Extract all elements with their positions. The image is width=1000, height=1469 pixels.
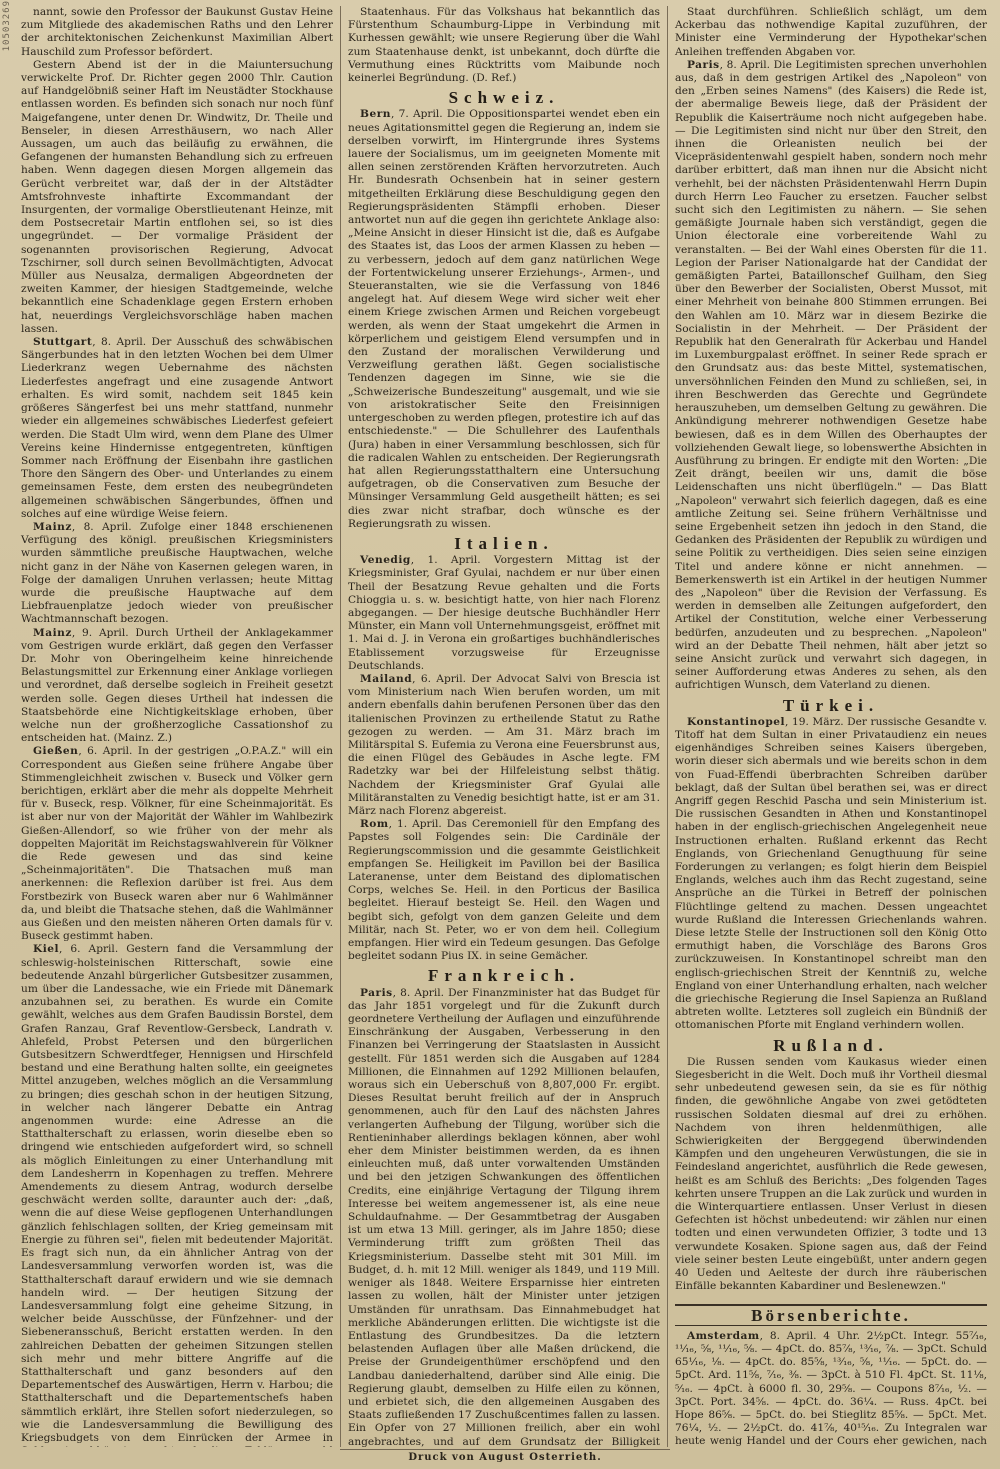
dateline: Venedig [360, 554, 411, 567]
column-3 [667, 6, 994, 1447]
article-kaukasus: Die Russen senden vom Kaukasus wieder einen Siegesbericht in die Welt. Doch muß ihr Vortheil diesmal sehr unbedeutend gewesen sein, da sie es für nöthig finden, die gewöhnliche Angabe von zwei getödteten russischen Soldaten diesmal auf drei zu erhöhen. Nachdem von ihren heldenmüthigen, alle Schwierigkeiten der Berggegend überwindenden Kämpfen und den ungeheuren Verwüstungen, die sie in Feindesland angerichtet, ausführlich die Rede gewesen, heißt es am Schluß des Berichts: „Des folgenden Tages kehrten unsere Truppen an die Lak zurück und wurden in die Winterquartiere entlassen. Unser Verlust in diesen Gefechten ist höchst unbedeutend: wir zählen nur einen todten und einen verwundeten Offizier, 3 todte und 13 verwundete Kosaken. Spione sagen aus, daß der Feind viele seiner besten Leute eingebüßt, unter andern gegen 40 Ueden und Aelteste der durch ihre räuberischen Einfälle bekannten Kabardiner und Beslenewzen." [675, 1055, 987, 1293]
article-mailand: Mailand, 6. April. Der Advocat Salvi von Brescia ist vom Ministerium nach Wien berufen worden, um mit andern ebenfalls dahin berufenen Personen über das den italienischen Provinzen zu ertheilende Statut zu Rathe gezogen zu werden. — Am 31. März brach im Militärspital S. Eufemia zu Verona eine Feuersbrunst aus, die einen Flügel des Gebäudes in Asche legte. FM Radetzky war bei der Hilfeleistung selbst thätig. Nachdem der Kriegsminister Graf Gyulai alle Militäranstalten zu Venedig besichtigt hatte, ist er am 31. März nach Florenz abgereist. [348, 672, 660, 817]
scan-id: 10503269 [2, 0, 12, 52]
dateline: Konstantinopel [687, 715, 786, 728]
article-rom: Rom, 1. April. Das Ceremoniell für den Empfang des Papstes soll Folgendes sein: Die Cardinäle der Regierungscommission und die gesammte Geistlichkeit empfangen Se. Heiligkeit im Pavillon bei der Basilica Lateranense, unter dem Beistand des diplomatischen Corps, welches Se. Heil. in den Porticus der Basilica begleitet. Hierauf besteigt Se. Heil. den Wagen und begibt sich, gefolgt von dem ganzen Geleite und dem Militär, nach St. Peter, wo er von dem heil. Collegium empfangen. Hier wird ein Tedeum gesungen. Das Gefolge begleitet sodann Pius IX. in seine Gemächer. [348, 818, 660, 963]
article-professors: nannt, sowie den Professor der Baukunst Gustav Heine zum Mitgliede des akademischen Raths und den Lehrer der architektonischen Zeichenkunst Maximilian Albert Hauschild zum Professor befördert. [21, 6, 333, 58]
section-heading-frankreich: Frankreich. [427, 966, 581, 986]
article-mainz-2: Mainz, 9. April. Durch Urtheil der Anklagekammer vom Gestrigen wurde erklärt, daß gegen den Verfasser Dr. Mohr von Oberingelheim keine hinreichende Belastungsmittel zur Erkennung einer Anklage vorliegen und verordnet, daß derselbe sogleich in Freiheit gesetzt werden solle. Gegen dieses Urtheil hat indessen die Staatsbehörde eine Nichtigkeitsklage erhoben, über welche nun der großherzogliche Cassationshof zu entscheiden hat. (Mainz. Z.) [21, 626, 333, 745]
article-amsterdam: Amsterdam, 8. April. 4 Uhr. 2½pCt. Integr. 55⁷⁄₁₆, ¹¹⁄₁₆, ⁵⁄₈, ¹¹⁄₁₆, ⁵⁄₈. — 4pCt. do. 85⁷⁄₈, ¹³⁄₁₆, ⁷⁄₈. — 3pCt. Schuld 65¹⁄₁₆, ¹⁄₈. — 4pCt. do. 85⁵⁄₈, ¹³⁄₁₆, ⁵⁄₈, ¹¹⁄₁₆. — 5pCt. do. — 5pCt. Ard. 11⁵⁄₈, ⁷⁄₁₆, ³⁄₈. — 3pCt. à 510 Fl. 4pCt. St. 11¹⁄₈, ⁵⁄₁₆. — 4pCt. à 6000 fl. 30, 29⁵⁄₈. — Coupons 8⁷⁄₁₆, ¹⁄₂. — 3pCt. Port. 34⁵⁄₈. — 4pCt. do. 36¹⁄₄. — Russ. 4pCt. bei Hope 86⁵⁄₈. — 5pCt. do. bei Stieglitz 85⁵⁄₈. — 5pCt. Met. 76¹⁄₄, ¹⁄₂. — 2½pCt. do. 41⁷⁄₈, 40¹⁵⁄₁₆. Zu Integralen war heute wenig Handel und der Cours eher gewichen, nach [675, 1329, 987, 1447]
article-konstantinopel: Konstantinopel, 19. März. Der russische Gesandte v. Titoff hat dem Sultan in einer Privataudienz ein neues eigenhändiges Schreiben seines Kaisers übergeben, worin dieser sich abermals und wie bereits schon in dem von Fuad-Effendi überbrachten Schreiben darüber beklagt, daß der Sultan übel berathen sei, was er direct Angriff gegen Reschid Pascha und sein Ministerium ist. Die russischen Gesandten in Athen und Konstantinopel haben in der englisch-griechischen Angelegenheit neue Instructionen erhalten. Rußland erkennt das Recht Englands, von Griechenland Genugthuung für seine Forderungen zu verlangen; es folgt hierin dem Beispiel Englands, welches auch ihm das Recht zugestand, seine Ansprüche an die Türkei in Betreff der polnischen Flüchtlinge geltend zu machen. Dessen ungeachtet wurde Rußland die Interessen Griechenlands wahren. Diese letzte Stelle der Instructionen soll den König Otto ermuthigt haben, die Vorschläge des Barons Gros zurückzuweisen. In Konstantinopel schreibt man den englisch-griechischen Streit der Kenntniß zu, welche England von einer Unterhandlung erhalten, nach welcher die griechische Regierung die Insel Sapienza an Rußland abtreten wollte. Letzteres soll zugleich ein Bündniß der ottomanischen Pforte mit England verhindern wollen. [675, 715, 987, 1032]
section-heading-boerse: Börsenberichte. [675, 1304, 987, 1326]
article-venedig: Venedig, 1. April. Vorgestern Mittag ist der Kriegsminister, Graf Gyulai, nachdem er nur über einen Theil der Besatzung Revue gehalten und die Forts Chioggia u. s. w. besichtigt hatte, von hier nach Florenz abgegangen. — Der hiesige deutsche Buchhändler Herr Münster, ein Mann voll Unternehmungsgeist, eröffnet mit 1. Mai d. J. in Verona ein großartiges buchhändlerisches Etablissement vorzugsweise für Erzeugnisse Deutschlands. [348, 554, 660, 672]
dateline: Stuttgart [33, 336, 93, 349]
article-paris-budget-cont: Staat durchführen. Schließlich schlägt, um dem Ackerbau das nothwendige Kapital zuzuführen, der Minister eine Verminderung der Hypothekar'schen Anleihen treffenden Abgaben vor. [675, 6, 987, 58]
section-heading-italien: Italien. [454, 533, 554, 553]
article-mainz-1: Mainz, 8. April. Zufolge einer 1848 erschienenen Verfügung des königl. preußischen Kriegsministers wurden sämmtliche preußische Hauptwachen, welche nicht ganz in der Nähe von Kasernen gelegen waren, in Folge der damaligen Unruhen verlassen; heute Mittag wurde die preußische Hauptwache auf dem Liebfrauenplatze jedoch wieder von preußischer Wachtmannschaft bezogen. [21, 520, 333, 626]
column-2 [340, 6, 667, 1447]
dateline: Paris [360, 986, 393, 999]
dateline: Mailand [360, 672, 413, 685]
dateline: Paris [687, 58, 720, 71]
article-bern: Bern, 7. April. Die Oppositionspartei wendet eben ein neues Agitationsmittel gegen die Regierung an, indem sie derselben vorwirft, im Hintergrunde ihres Systems lauere der Socialismus, um im geeigneten Momente mit allen seinen zerstörenden Kräften hervorzutreten. Auch Hr. Bundesrath Ochsenbein hat in seiner gestern mitgetheilten Erklärung diese Beschuldigung gegen den Regierungspräsidenten Stämpfli erhoben. Dieser antwortet nun auf die gegen ihn gerichtete Anklage also: „Meine Ansicht in dieser Hinsicht ist die, daß es Aufgabe des Staates ist, das Loos der armen Klassen zu heben — zu verbessern, jedoch auf dem ganz natürlichen Wege der Fortentwickelung unserer Erziehungs-, Armen-, und Steueranstalten, wie sie die Verfassung von 1846 angelegt hat. Auf diesem Wege wird sicher weit eher einem Kriege zwischen Armen und Reichen vorgebeugt werden, als wenn der Staat umgekehrt die Armen in körperlichem und geistigem Elend versumpfen und in den Zustand der moralischen Verwilderung und Verzweiflung gerathen läßt. Gegen socialistische Tendenzen dagegen im Sinne, wie sie die „Schweizerische Bundeszeitung" ausgemalt, und wie sie von aristokratischer Seite den Freisinnigen untergeschoben zu werden pflegen, protestire ich auf das entschiedenste." — Die Schullehrer des Laufenthals (Jura) haben in einer Versammlung beschlossen, sich für die radicalen Wahlen zu entscheiden. Der Regierungsrath hat allen Regierungsstatthaltern eine Untersuchung aufgetragen, ob die Conservativen zum Besuche der Münsinger Versammlung Geld ausgetheilt hätten; es sei dies zwar nicht strafbar, doch wünsche es der Regierungsrath zu wissen. [348, 108, 660, 530]
dateline: Mainz [33, 520, 72, 533]
dateline: Mainz [33, 626, 72, 639]
section-heading-schweiz: Schweiz. [448, 88, 560, 108]
section-heading-tuerkei: Türkei. [782, 695, 880, 715]
article-giessen: Gießen, 6. April. In der gestrigen „O.P.A.Z." will ein Correspondent aus Gießen seine frühere Angabe über Stimmengleichheit zwischen v. Buseck und Völker gern berichtigen, erklärt aber die mehr als doppelte Mehrheit für v. Buseck, resp. Völkner, für eine Scheinmajorität. Es ist aber nur von der Majorität der Wähler im Wahlbezirk Gießen-Allendorf, so wie früher von der mehr als doppelten Majorität im Reichstagswahlverein für Völkner die Rede gewesen und das sind keine „Scheinmajoritäten". Die Thatsachen muß man anerkennen: die Reflexion darüber ist frei. Aus dem Forstbezirk von Buseck waren aber nur 6 Wahlmänner da, und bleibt die Thatsache stehen, daß die Wahlmänner aus Gießen und den meisten näheren Orten damals für v. Buseck gestimmt haben. [21, 745, 333, 943]
column-1 [14, 6, 340, 1447]
article-bueckeburg-cont: Staatenhaus. Für das Volkshaus hat bekanntlich das Fürstenthum Schaumburg-Lippe in Verbindung mit Kurhessen gewählt; wie unsere Regierung über die Wahl zum Staatenhause denkt, ist unbekannt, doch dürfte die Vermuthung eines Rücktritts vom Maibunde noch keinerlei Begründung. (D. Ref.) [348, 6, 660, 85]
article-dresden: Gestern Abend ist der in die Maiuntersuchung verwickelte Prof. Dr. Richter gegen 2000 Thlr. Caution auf Handgelöbniß seiner Haft im Neustädter Stockhause entlassen worden. Es befinden sich sonach nur noch fünf Maigefangene, unter denen Dr. Windwitz, Dr. Theile und Benseler, in diesen Arresthäusern, wo nach Aller Aussagen, um auch das beiläufig zu erwähnen, die Gefangenen der humansten Behandlung sich zu erfreuen haben. Wenn dagegen diesen Morgen allgemein das Gerücht verbreitet war, daß der in der Altstädter Amtsfrohnveste inhaftirte Excommandant der Insurgenten, der vormalige Oberstlieutenant Heinze, mit dem Postsecretair Martin entflohen sei, so ist dies ungegründet. — Der vormalige Präsident der sogenannten provisorischen Regierung, Advocat Tzschirner, soll durch seinen Bevollmächtigten, Advocat Müller aus Neusalza, dermaligen Abgeordneten der zweiten Kammer, der hiesigen Stadtgemeinde, welche bekanntlich eine Schadenklage gegen Erstern erhoben hat, neuerdings Vergleichsvorschläge haben machen lassen. [21, 58, 333, 335]
dateline: Rom [360, 818, 389, 831]
article-paris-legitimists: Paris, 8. April. Die Legitimisten sprechen unverhohlen aus, daß in dem gestrigen Artikel des „Napoleon" von den „Erben seines Namens" (des Kaisers) die Rede ist, der abermalige Beweis liege, daß der Präsident der Republik die Kaiserträume noch nicht aufgegeben habe. — Die Legitimisten sind nicht nur über den Streit, den ihnen die Orleanisten neulich bei der Vicepräsidentenwahl gespielt haben, sondern noch mehr darüber erbittert, daß man ihnen nur die Absicht nicht verhehlt, bei der nächsten Präsidentenwahl Herrn Dupin durch Herrn Leo Faucher zu ersetzen. Faucher selbst sucht sich den Legitimisten zu nähern. — Sie sehen gemäßigte Journale haben sich verständigt, gegen die Union électorale eine vorbereitende Wahl zu veranstalten. — Bei der Wahl eines Obersten für die 11. Legion der Pariser Nationalgarde hat der Candidat der gemäßigten Partei, Bataillonschef Guilham, den Sieg über den Bewerber der Socialisten, Oberst Mussot, mit einer Mehrheit von beinahe 800 Stimmen errungen. Bei den Wahlen am 10. März war in diesem Bezirke die Socialistin in der Mehrheit. — Der Präsident der Republik hat den Generalrath für Ackerbau und Handel im Luxemburgpalast eröffnet. In seiner Rede sprach er den Grundsatz aus: das beste Mittel, systematischen, unversöhnlichen Feinden den Mund zu schließen, sei, in ihren Beschwerden das Gerechte und Gegründete herauszuheben, um demselben Geltung zu gewähren. Die Ankündigung mehrerer nothwendigen Gesetze habe bewiesen, daß es in dem Willen des Oberhauptes der vollziehenden Gewalt liege, so lobenswerthe Absichten in Ausführung zu bringen. Er endigte mit den Worten: „Die Zeit drängt, beeilen wir uns, damit die böse Leidenschaften uns nicht überflügeln." — Das Blatt „Napoleon" verwahrt sich feierlich dagegen, daß es eine amtliche Zeitung sei. Seine frühern Verhältnisse und seine Ergebenheit setzen ihn jedoch in den Stand, die Gedanken des Präsidenten der Republik zu würdigen und seine Politik zu vertheidigen. Dies seien seine einzigen Titel und andere könne er nicht annehmen. — Bemerkenswerth ist ein Artikel in der heutigen Nummer des „Napoleon" über die Revision der Verfassung. Es werden in demselben alle Zeitungen aufgefordert, den Artikel der Constitution, welche einer Verbesserung bedürfen, anzudeuten und zu besprechen. „Napoleon" wird an der Debatte Theil nehmen, hält aber jetzt so seine Ansicht zurück und verwahrt sich dagegen, in seiner Aufforderung etwas Anderes zu sehen, als den aufrichtigen Wunsch, dem Vaterland zu dienen. [675, 58, 987, 692]
dateline: Bern [360, 108, 391, 121]
article-paris-budget: Paris, 8. April. Der Finanzminister hat das Budget für das Jahr 1851 vorgelegt und für die Zukunft durch geordnetere Vertheilung der Auflagen und einzuführende Einschränkung der Ausgaben, Verbesserung in den Finanzen bei Verringerung der Staatslasten in Aussicht gestellt. Für 1851 werden sich die Ausgaben auf 1284 Millionen, die Einnahmen auf 1292 Millionen belaufen, woraus sich ein Ueberschuß von 8,807,000 Fr. ergibt. Dieses Resultat beruht freilich auf der in Anspruch genommenen, auch für den Lauf des nächsten Jahres verlangerten Aufhebung der Tilgung, worüber sich die Rentieninhaber allerdings beklagen können, aber wohl eher dem Minister beistimmen werden, da es ihnen einleuchten muß, daß unter vorwaltenden Umständen und bei den jetzigen Schwankungen des öffentlichen Credits, eine einjährige Vertagung der Tilgung ihrem Interesse bei weitem angemessener ist, als eine neue Schuldaufnahme. — Der Gesammtbetrag der Ausgaben ist um etwa 13 Mill. geringer, als im Jahre 1850; diese Verminderung trifft zum größten Theil das Kriegsministerium. Dasselbe steht mit 301 Mill. im Budget, d. h. mit 12 Mill. weniger als 1849, und 119 Mill. weniger als 1848. Weitere Ersparnisse hier eintreten lassen zu wollen, hält der Minister unter jetzigen Umständen für unrathsam. Das Einnahmebudget hat merkliche Abänderungen erlitten. Die wichtigste ist die Entlastung des Grundbesitzes. Da die letztern belastenden Auflagen über alle Maßen drückend, die Preise der Grundeigenthümer erschöpfend und den Landbau daniederhaltend, darüber sind Alle einig. Die Regierung glaubt, demselben zu Hilfe eilen zu können, und erbietet sich, die den allgemeinen Ausgaben des Staats zufließenden 17 Zuschußcentimes fallen zu lassen. Ein Opfer von 27 Millionen freilich, aber ein wohl angebrachtes, und auf dem Grundsatz der Billigkeit [348, 986, 660, 1447]
printer-line: Druck von August Osterrieth. [340, 1449, 670, 1463]
dateline: Gießen [33, 745, 79, 758]
dateline: Amsterdam [687, 1329, 760, 1342]
columns [14, 6, 994, 1447]
article-stuttgart: Stuttgart, 8. April. Der Ausschuß des schwäbischen Sängerbundes hat in den letzten Wochen bei dem Ulmer Liederkranz wegen Uebernahme des nächsten Liederfestes angefragt und eine zusagende Antwort erhalten. Es wird somit, nachdem seit 1845 kein größeres Sängerfest bei uns mehr stattfand, nunmehr wieder ein allgemeines schwäbisches Liederfest gefeiert werden. Die Stadt Ulm wird, wenn dem Plane des Ulmer Vereins keine Hindernisse entgegentreten, künftigen Sommer nach Eröffnung der Eisenbahn ihre gastlichen Thore den Sängern des Ober- und Unterlandes zu einem gemeinsamen Feste, dem ersten des neubegründeten allgemeinen schwäbischen Sängerbundes, öffnen und solches auf eine würdige Weise feiern. [21, 336, 333, 520]
article-kiel: Kiel, 6. April. Gestern fand die Versammlung der schleswig-holsteinischen Ritterschaft, sowie eine bedeutende Anzahl bürgerlicher Gutsbesitzer zusammen, um über die Landessache, wie ein Friede mit Dänemark anzubahnen sei, zu berathen. Es wurde ein Comite gewählt, welches aus dem Grafen Baudissin Borstel, dem Grafen Ranzau, Graf Reventlow-Gersbeck, Landrath v. Ahlefeld, Probst Petersen und den bürgerlichen Gutsbesitzern Schwerdtfeger, Hennigsen und Hirschfeld bestand und eine Berathung halten sollte, ein geeignetes Mittel anzugeben, welches möglich an die Versammlung zu bringen; dies geschah schon in der heutigen Sitzung, in welcher nach längerer Debatte ein Antrag angenommen wurde: eine Adresse an die Statthalterschaft zu erlassen, worin dieselbe eben so dringend wie entschieden aufgefordert wird, so schnell als möglich Einleitungen zu einer Unterhandlung mit dem Landesherrn in Kopenhagen zu treffen. Mehrere Amendements zu diesem Antrag, wodurch derselbe geschwächt werden sollte, daraunter auch der: „daß, wenn die auf diese Weise gepflogenen Unterhandlungen gänzlich fehlschlagen sollten, der Krieg gemeinsam mit Energie zu führen sei", fielen mit bedeutender Majorität. Es fragt sich nun, da ein ähnlicher Antrag von der Landesversammlung verworfen worden ist, was die Statthalterschaft darauf erwidern und wie sie demnach handeln wird. — Der heutigen Sitzung der Landesversammlung folgt eine geheime Sitzung, in welcher beide Ausschüsse, der Fünfzehner- und der Siebeneransschuß, Bericht erstatten werden. In den zahlreichen Debatten der geheimen Sitzungen stellen sich mehr und mehr bittere Angriffe auf die Statthalterschaft und ganz besonders auf den Departementschef des Auswärtigen, Herrn v. Harbou; die Statthalterschaft und die Departementschefs haben sämmtlich erklärt, ihre Stellen sofort niederzulegen, so wie die Landesversammlung die Bewilligung des Kriegsbudgets von dem Einrücken der Armee in [21, 943, 333, 1444]
section-heading-russland: Rußland. [773, 1035, 889, 1055]
dateline: Kiel [33, 943, 59, 956]
